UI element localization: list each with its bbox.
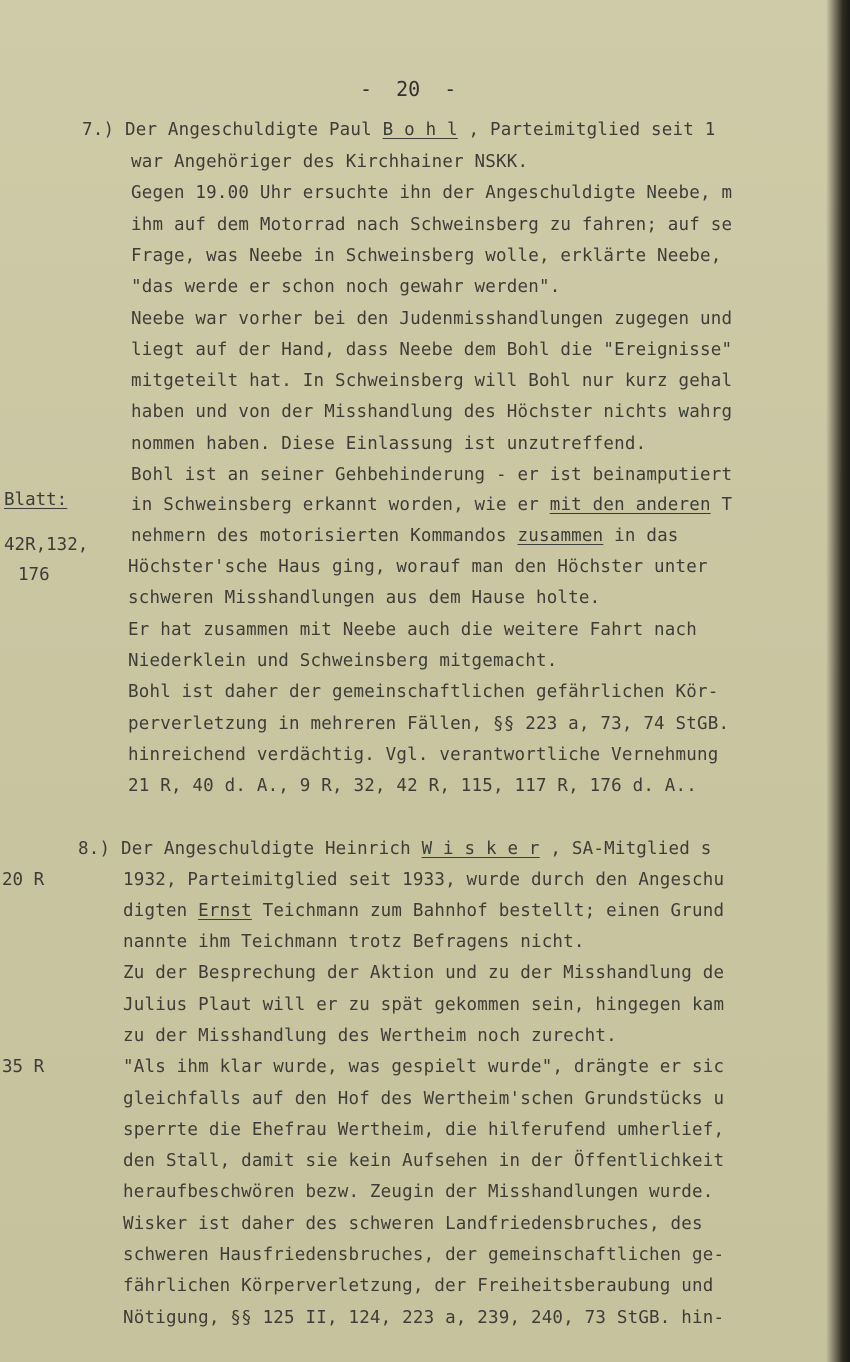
section7-line-13: nehmern des motorisierten Kommandos zusammen in das [131,526,679,546]
section7-line: Bohl ist daher der gemeinschaftlichen gefährlichen Kör- [128,682,719,703]
section7-line: "das werde er schon noch gewahr werden". [131,277,561,298]
page-edge-shadow [826,0,850,1362]
section8-line: Nötigung, §§ 125 II, 124, 223 a, 239, 240, 73 StGB. hin- [123,1307,725,1328]
page-number: - 20 - [360,77,457,101]
section8-line: sperrte die Ehefrau Wertheim, die hilferufend umherlief, [123,1119,725,1140]
margin-blatt-refs: 42R,132, [4,535,89,555]
section7-line: haben und von der Misshandlung des Höchster nichts wahrg [131,402,733,423]
section7-line: Bohl ist an seiner Gehbehinderung - er ist beinamputiert [131,465,733,485]
section8-line: Julius Plaut will er zu spät gekommen sein, hingegen kam [123,994,725,1015]
section7-line: mitgeteilt hat. In Schweinsberg will Bohl nur kurz gehal [131,371,733,392]
section8-line-1: 8.) Der Angeschuldigte Heinrich W i s k e r , SA-Mitglied s [78,839,712,859]
section7-line: Neebe war vorher bei den Judenmisshandlungen zugegen und [131,308,733,329]
section8-line-2: 1932, Parteimitglied seit 1933, wurde durch den Angeschu [123,870,725,890]
section8-line: gleichfalls auf den Hof des Wertheim'schen Grundstücks u [123,1088,725,1109]
section7-line: schweren Misshandlungen aus dem Hause holte. [128,588,601,609]
section8-line: den Stall, damit sie kein Aufsehen in der Öffentlichkeit [123,1151,725,1172]
margin-blatt-label: Blatt: [4,490,68,510]
section7-line: hinreichend verdächtig. Vgl. verantwortliche Vernehmung [128,744,719,765]
section7-line: Er hat zusammen mit Neebe auch die weitere Fahrt nach [128,619,698,640]
section7-line: Höchster'sche Haus ging, worauf man den Höchster unter [128,557,708,577]
section7-line: Gegen 19.00 Uhr ersuchte ihn der Angeschuldigte Neebe, m [131,183,733,204]
margin-ref-20r: 20 R [2,870,45,890]
section7-line: Niederklein und Schweinsberg mitgemacht. [128,650,558,671]
section7-line-1: 7.) Der Angeschuldigte Paul B o h l , Parteimitglied seit 1 [82,120,716,140]
section8-line: heraufbeschwören bezw. Zeugin der Misshandlungen wurde. [123,1182,714,1203]
section7-number: 7.) [82,120,115,140]
section8-number: 8.) [78,839,111,859]
section7-line: war Angehöriger des Kirchhainer NSKK. [131,152,529,172]
section7-line: Frage, was Neebe in Schweinsberg wolle, erklärte Neebe, [131,245,722,266]
section8-line-3: digten Ernst Teichmann zum Bahnhof bestellt; einen Grund [123,901,725,921]
section7-line-12: in Schweinsberg erkannt worden, wie er mit den anderen T [131,495,733,515]
section7-line: liegt auf der Hand, dass Neebe dem Bohl die "Ereignisse" [131,339,733,360]
section8-line: Wisker ist daher des schweren Landfriedensbruches, des [123,1213,703,1234]
margin-blatt-refs-2: 176 [18,565,50,585]
section7-line: ihm auf dem Motorrad nach Schweinsberg zu fahren; auf se [131,214,733,235]
section7-line: nommen haben. Diese Einlassung ist unzutreffend. [131,433,647,454]
name-wisker: W i s k e r [421,839,540,859]
section8-line: nannte ihm Teichmann trotz Befragens nicht. [123,932,585,952]
section8-line: "Als ihm klar wurde, was gespielt wurde", drängte er sic [123,1057,725,1078]
section7-line: perverletzung in mehreren Fällen, §§ 223 a, 73, 74 StGB. [128,713,730,734]
name-bohl: B o h l [382,120,458,140]
margin-ref-35r: 35 R [2,1057,45,1077]
section8-line: fährlichen Körperverletzung, der Freiheitsberaubung und [123,1276,714,1297]
section8-line: schweren Hausfriedensbruches, der gemeinschaftlichen ge- [123,1245,725,1265]
section8-line: zu der Misshandlung des Wertheim noch zurecht. [123,1025,617,1046]
section7-line: 21 R, 40 d. A., 9 R, 32, 42 R, 115, 117 R, 176 d. A.. [128,776,698,797]
section8-line: Zu der Besprechung der Aktion und zu der Misshandlung de [123,963,725,984]
